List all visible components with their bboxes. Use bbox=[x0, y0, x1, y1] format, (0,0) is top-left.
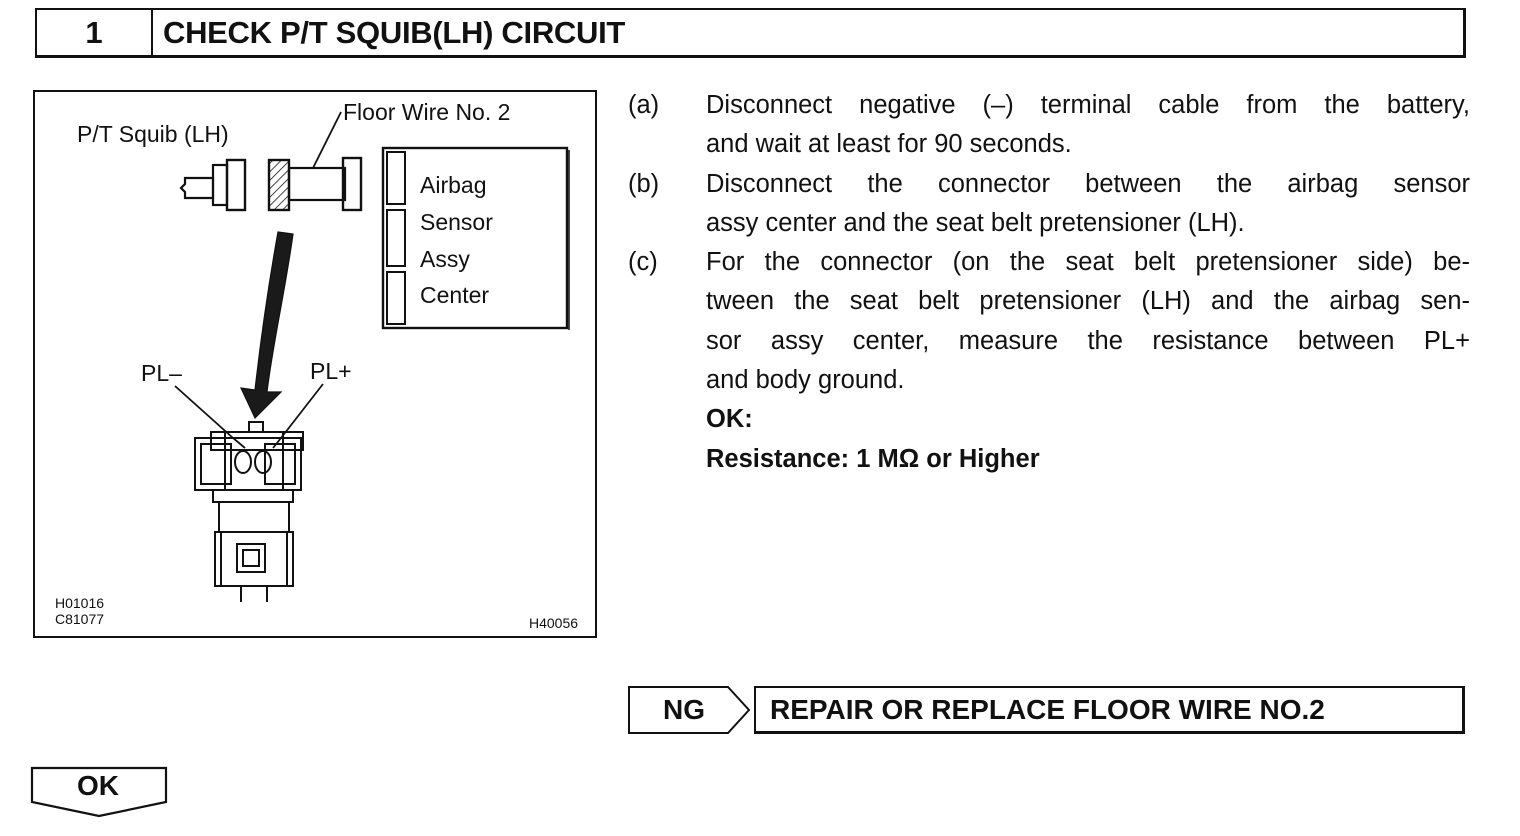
connector-diagram-svg bbox=[35, 92, 595, 636]
instruction-line: assy center and the seat belt pretensioner (LH). bbox=[706, 208, 1245, 237]
figure-code-3: H40056 bbox=[529, 615, 579, 631]
instruction-text bbox=[706, 86, 1470, 165]
instruction-label: (b) bbox=[628, 169, 660, 198]
sensor-label-line-3: Assy bbox=[420, 246, 470, 272]
figure-code-2: C81077 bbox=[55, 611, 105, 627]
instruction-label: (a) bbox=[628, 91, 660, 119]
instruction-item bbox=[628, 165, 1470, 244]
instruction-line: and body ground. bbox=[706, 366, 905, 395]
squib-label: P/T Squib (LH) bbox=[77, 121, 229, 147]
instruction-line: sor assy center, measure the resistance between PL+ bbox=[706, 326, 1470, 355]
sensor-label-line-1: Airbag bbox=[420, 172, 487, 198]
instruction-item bbox=[628, 86, 1470, 165]
connector-diagram bbox=[33, 90, 597, 638]
pretensioner-connector bbox=[195, 422, 303, 602]
instruction-text bbox=[706, 243, 1470, 400]
instruction-list bbox=[628, 86, 1470, 479]
instruction-line: Disconnect the connector between the airbag sensor bbox=[706, 169, 1470, 198]
instruction-line: For the connector (on the seat belt pretensioner side) be- bbox=[706, 248, 1470, 277]
pl-minus-label: PL– bbox=[141, 360, 182, 386]
figure-code-1: H01016 bbox=[55, 595, 105, 611]
squib-connector bbox=[181, 160, 245, 210]
ok-spec: Resistance: 1 MΩ or Higher bbox=[706, 444, 1040, 473]
down-arrow-icon bbox=[241, 232, 293, 418]
sensor-label-line-2: Sensor bbox=[420, 209, 493, 235]
step-title: CHECK P/T SQUIB(LH) CIRCUIT bbox=[163, 14, 626, 50]
step-number: 1 bbox=[37, 10, 153, 55]
sensor-label-line-4: Center bbox=[420, 282, 490, 308]
ng-action: REPAIR OR REPLACE FLOOR WIRE NO.2 bbox=[754, 686, 1465, 734]
instruction-label: (c) bbox=[628, 248, 658, 277]
floor-wire-leader bbox=[313, 112, 341, 168]
instruction-line: tween the seat belt pretensioner (LH) and the airbag sen- bbox=[706, 287, 1470, 316]
ok-heading: OK: bbox=[706, 405, 753, 434]
instruction-line: and wait at least for 90 seconds. bbox=[706, 130, 1072, 159]
instruction-item bbox=[628, 243, 1470, 400]
ok-next-label: OK bbox=[77, 770, 119, 801]
floor-wire-label: Floor Wire No. 2 bbox=[343, 99, 511, 125]
ng-label: NG bbox=[663, 694, 705, 725]
step-header bbox=[35, 8, 1466, 58]
instruction-text bbox=[706, 165, 1470, 244]
instruction-line: Disconnect negative (–) terminal cable from the battery, bbox=[706, 91, 1470, 119]
pl-plus-label: PL+ bbox=[310, 358, 352, 384]
